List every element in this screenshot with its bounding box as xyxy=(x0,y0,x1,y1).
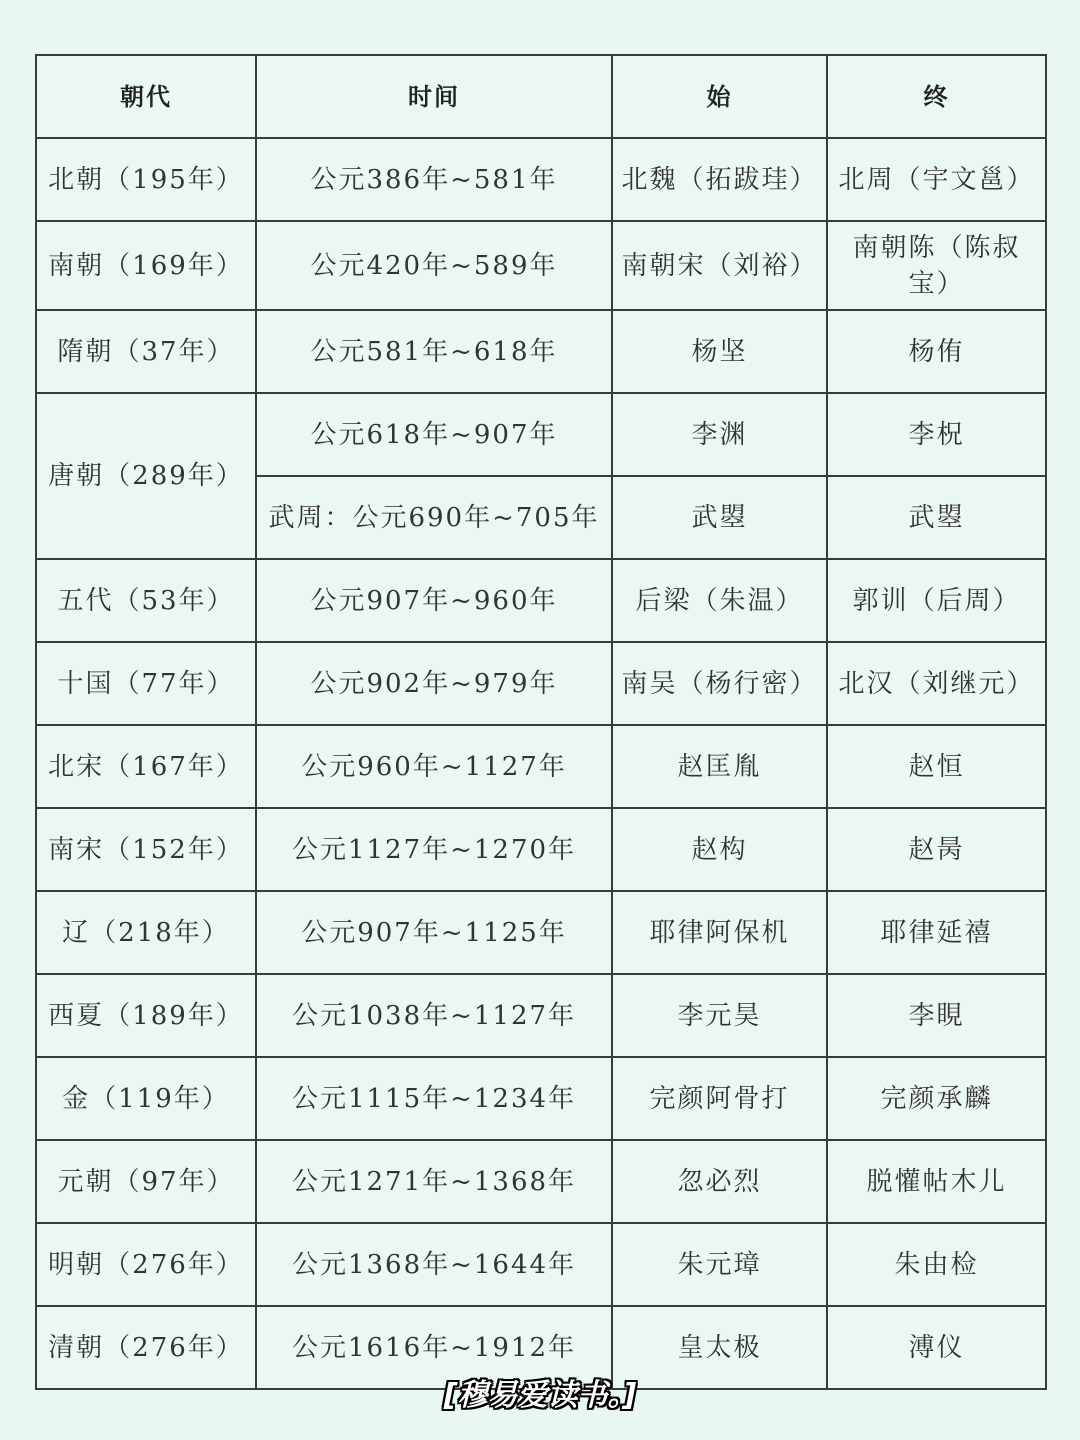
end-ruler-cell: 武曌 xyxy=(827,476,1046,559)
end-ruler-cell: 完颜承麟 xyxy=(827,1057,1046,1140)
time-cell: 公元1368年~1644年 xyxy=(256,1223,612,1306)
header-end: 终 xyxy=(827,55,1046,138)
time-cell: 公元902年~979年 xyxy=(256,642,612,725)
end-ruler-cell: 南朝陈（陈叔宝） xyxy=(827,221,1046,310)
time-cell: 公元1616年~1912年 xyxy=(256,1306,612,1389)
dynasty-cell: 南朝（169年） xyxy=(36,221,256,310)
dynasty-cell: 五代（53年） xyxy=(36,559,256,642)
time-cell: 公元581年~618年 xyxy=(256,310,612,393)
time-cell: 公元420年~589年 xyxy=(256,221,612,310)
time-cell: 公元618年~907年 xyxy=(256,393,612,476)
end-ruler-cell: 郭训（后周） xyxy=(827,559,1046,642)
time-cell: 公元907年~960年 xyxy=(256,559,612,642)
dynasty-cell: 南宋（152年） xyxy=(36,808,256,891)
table-row xyxy=(36,974,1046,1057)
end-ruler-cell: 脱懽帖木儿 xyxy=(827,1140,1046,1223)
start-ruler-cell: 李元昊 xyxy=(612,974,827,1057)
table-row xyxy=(36,310,1046,393)
end-ruler-cell: 朱由检 xyxy=(827,1223,1046,1306)
end-ruler-cell: 赵恒 xyxy=(827,725,1046,808)
end-ruler-cell: 北汉（刘继元） xyxy=(827,642,1046,725)
dynasty-cell: 北朝（195年） xyxy=(36,138,256,221)
time-cell: 公元907年~1125年 xyxy=(256,891,612,974)
dynasty-cell: 清朝（276年） xyxy=(36,1306,256,1389)
dynasty-cell: 十国（77年） xyxy=(36,642,256,725)
table-header-row xyxy=(36,55,1046,138)
header-dynasty: 朝代 xyxy=(36,55,256,138)
dynasty-cell: 辽（218年） xyxy=(36,891,256,974)
dynasty-cell: 唐朝（289年） xyxy=(36,393,256,559)
dynasty-cell: 元朝（97年） xyxy=(36,1140,256,1223)
dynasty-cell: 北宋（167年） xyxy=(36,725,256,808)
end-ruler-cell: 耶律延禧 xyxy=(827,891,1046,974)
header-start: 始 xyxy=(612,55,827,138)
start-ruler-cell: 后梁（朱温） xyxy=(612,559,827,642)
end-ruler-cell: 杨侑 xyxy=(827,310,1046,393)
time-cell: 武周：公元690年~705年 xyxy=(256,476,612,559)
table-row xyxy=(36,1223,1046,1306)
dynasty-cell: 金（119年） xyxy=(36,1057,256,1140)
start-ruler-cell: 武曌 xyxy=(612,476,827,559)
start-ruler-cell: 忽必烈 xyxy=(612,1140,827,1223)
end-ruler-cell: 北周（宇文邕） xyxy=(827,138,1046,221)
start-ruler-cell: 朱元璋 xyxy=(612,1223,827,1306)
time-cell: 公元1038年~1127年 xyxy=(256,974,612,1057)
header-time: 时间 xyxy=(256,55,612,138)
dynasty-cell: 西夏（189年） xyxy=(36,974,256,1057)
dynasty-table xyxy=(35,54,1047,1390)
dynasty-cell: 隋朝（37年） xyxy=(36,310,256,393)
table-row xyxy=(36,221,1046,310)
time-cell: 公元960年~1127年 xyxy=(256,725,612,808)
table-row xyxy=(36,393,1046,476)
table-row xyxy=(36,808,1046,891)
start-ruler-cell: 李渊 xyxy=(612,393,827,476)
start-ruler-cell: 赵构 xyxy=(612,808,827,891)
table-row xyxy=(36,1057,1046,1140)
watermark-caption: [穆易爱读书。] xyxy=(443,1378,637,1413)
start-ruler-cell: 耶律阿保机 xyxy=(612,891,827,974)
table-row xyxy=(36,725,1046,808)
table-row xyxy=(36,138,1046,221)
start-ruler-cell: 南吴（杨行密） xyxy=(612,642,827,725)
time-cell: 公元1271年~1368年 xyxy=(256,1140,612,1223)
start-ruler-cell: 完颜阿骨打 xyxy=(612,1057,827,1140)
time-cell: 公元386年~581年 xyxy=(256,138,612,221)
start-ruler-cell: 皇太极 xyxy=(612,1306,827,1389)
end-ruler-cell: 李睍 xyxy=(827,974,1046,1057)
table-row xyxy=(36,1140,1046,1223)
dynasty-cell: 明朝（276年） xyxy=(36,1223,256,1306)
start-ruler-cell: 北魏（拓跋珪） xyxy=(612,138,827,221)
time-cell: 公元1127年~1270年 xyxy=(256,808,612,891)
start-ruler-cell: 杨坚 xyxy=(612,310,827,393)
table-row xyxy=(36,559,1046,642)
end-ruler-cell: 李柷 xyxy=(827,393,1046,476)
end-ruler-cell: 溥仪 xyxy=(827,1306,1046,1389)
table-row xyxy=(36,891,1046,974)
table-row xyxy=(36,642,1046,725)
start-ruler-cell: 赵匡胤 xyxy=(612,725,827,808)
end-ruler-cell: 赵昺 xyxy=(827,808,1046,891)
start-ruler-cell: 南朝宋（刘裕） xyxy=(612,221,827,310)
time-cell: 公元1115年~1234年 xyxy=(256,1057,612,1140)
